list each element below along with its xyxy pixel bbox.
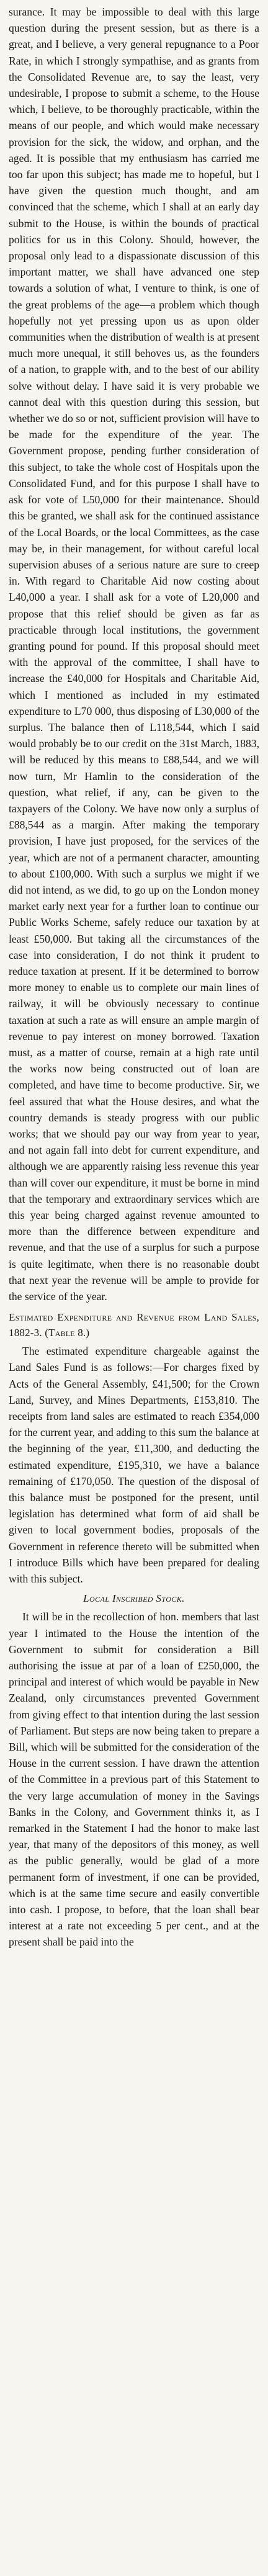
body-paragraph: The estimated expenditure chargeable against the Land Sales Fund is as follows:—For charges fixed by Acts of the General Assembly, £41,500; for the Crown Land, Survey, and Mines Departments, £153,810. The receipts from land sales are estimated to reach £354,000 for the current year, and adding to this sum the balance at the beginning of the year, £11,300, and deducting the estimated expenditure, £195,310, we have a balance remaining of £170,050. The question of the disposal of this balance must be postponed for the present, until legislation has determined what form of aid shall be given to local government bodies, proposals of the Government in reference thereto will be submitted when I introduce Bills which have been prepared for dealing with this subject. bbox=[9, 1345, 259, 1586]
section-heading: Local Inscribed Stock. bbox=[83, 1592, 185, 1605]
body-paragraph: It will be in the recollection of hon. members that last year I intimated to the House the intention of the Government to submit for consideration a Bill authorising the issue at par of a loan of £250,000, the principal and interest of which would be payable in New Zealand, only circumstances prevented Government from giving effect to that intention during the last session of Parliament. But steps are now being taken to prepare a Bill, which will be submitted for the consideration of the House in the current session. I have drawn the attention of the Committee in a previous part of this Statement to the very large accumulation of money in the Savings Banks in the Colony, and Government thinks it, as I remarked in the Statement I had the honor to make last year, that many of the depositors of this money, as well as the public generally, would be glad of a more permanent form of investment, if one can be provided, which is at the same time secure and easily convertible into cash. I propose, to before, that the loan shall bear interest at a rate not exceeding 5 per cent., and at the present shall be paid into the bbox=[9, 1610, 259, 1949]
section-heading: Estimated Expenditure and Revenue from Land Sales, 1882-3. (Table 8.) bbox=[9, 1311, 259, 1339]
body-paragraph: surance. It may be impossible to deal with this large question during the present session, but as there is a great, and I believe, a very general repugnance to a Poor Rate, in which I strongly sympathise, and as grants from the Consolidated Revenue are, to say the least, very undesirable, I propose to submit a scheme, to the House which, I believe, to be thoroughly practicable, within the means of our people, and which would make necessary provision for the sick, the widow, and orphan, and the aged. It is possible that my enthusiasm has carried me too far upon this subject; has made me to hopeful, but I have given the question much thought, and am convinced that the scheme, which I shall at an early day submit to the House, is within the bounds of practical politics for us in this Colony. Should, however, the proposal only lead to a dispassionate discussion of this important matter, we shall have advanced one step towards a solution of what, I venture to think, is one of the great problems of the age—a problem which though hopefully not yet pressing upon us as upon older communities when the distribution of wealth is at present much more unequal, it still behoves us, as the founders of a nation, to grapple with, and to the best of our ability solve without delay. I have said it is very probable we cannot deal with this question during this session, but whether we do so or not, sufficient provision will have to be made for the expenditure of the year. The Government propose, pending further consideration of this subject, to take the whole cost of Hospitals upon the Consolidated Fund, and for this purpose I shall have to ask for vote of L50,000 for their maintenance. Should this be granted, we shall ask for the continued assistance of the Local Boards, or the local Committees, as the case may be, in their management, for without careful local supervision abuses of a serious nature are sure to creep in. With regard to Charitable Aid now costing about L40,000 a year. I shall ask for a vote of L20,000 and propose that this relief should be given as far as practicable through local institutions, the government granting pound for pound. If this proposal should meet with the approval of the committee, I shall have to increase the £40,000 for Hospitals and Charitable Aid, which I mentioned as included in my estimated expenditure to L70 000, thus disposing of L30,000 of the surplus. The balance then of L118,544, which I said would probably be to our credit on the 31st March, 1883, will be reduced by this means to £88,544, and we will now turn, Mr Hamlin to the consideration of the question, what relief, if any, can be given to the taxpayers of the Colony. We have now only a surplus of £88,544 as a margin. After making the temporary provision, I have just proposed, for the services of the year, which are not of a permanent character, amounting to about £100,000. With such a surplus we might if we did not intend, as we did, to go up on the London money market early next year for a further loan to continue our Public Works Scheme, safely reduce our taxation by at least £50,000. But taking all the circumstances of the case into consideration, I do not think it prudent to reduce taxation at present. If it be determined to borrow more money to enable us to complete our main lines of railway, it will be obviously necessary to continue taxation at such a rate as will ensure an ample margin of revenue to pay interest on money borrowed. Taxation must, as a matter of course, remain at a high rate until the works now being constructed out of loan are completed, and have time to become productive. Sir, we feel assured that what the House desires, and what the country demands is steady progress with our public works; that we should pay our way from year to year, and not again fall into debt for current expenditure, and although we are apparently raising less revenue this year than will cover our expenditure, it must be borne in mind that the temporary and extraordinary services which are this year being charged against revenue amounted to more than the difference between expenditure and revenue, and that the use of a surplus for such a purpose is quite legitimate, when there is no reasonable doubt that next year the revenue will be ample to provide for the service of the year. bbox=[9, 6, 259, 1303]
